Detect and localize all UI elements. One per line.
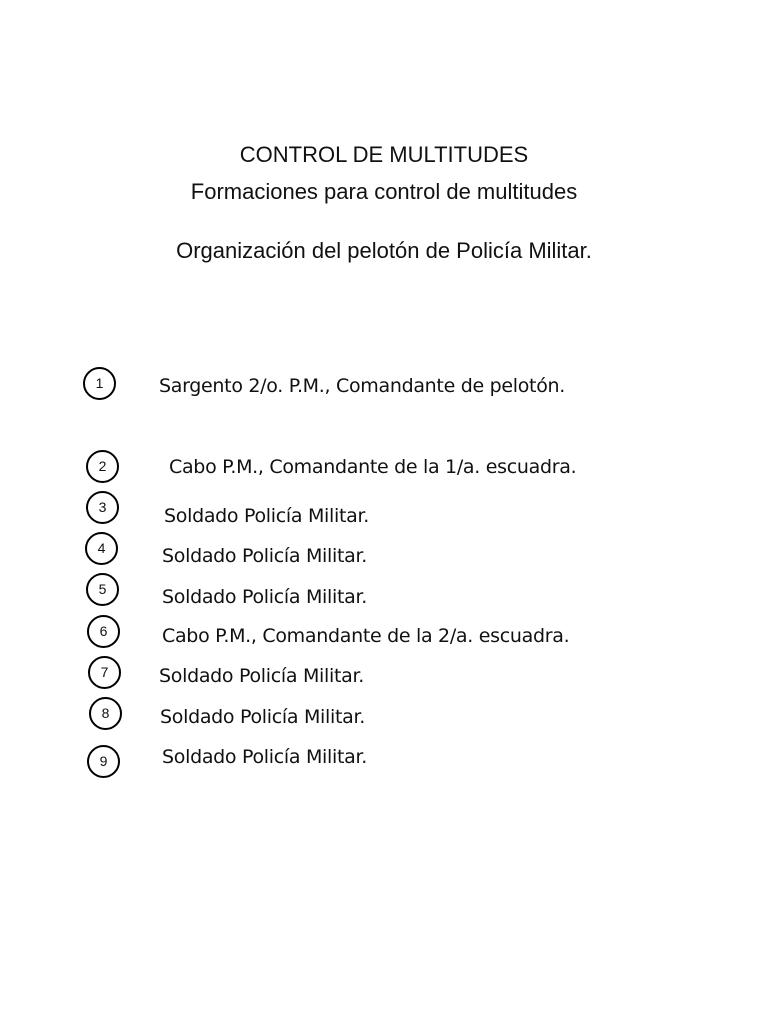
- page-subtitle: Formaciones para control de multitudes: [190, 179, 578, 204]
- member-number-badge: 9: [87, 745, 120, 778]
- member-role: Soldado Policía Militar.: [162, 586, 367, 608]
- page-title: CONTROL DE MULTITUDES: [239, 142, 529, 167]
- member-number-badge: 1: [83, 367, 116, 400]
- member-number-badge: 8: [89, 697, 122, 730]
- member-number-badge: 4: [85, 532, 118, 565]
- member-number-badge: 5: [86, 573, 119, 606]
- member-role: Cabo P.M., Comandante de la 1/a. escuadra.: [169, 456, 577, 478]
- member-role: Soldado Policía Militar.: [164, 505, 369, 527]
- member-role: Soldado Policía Militar.: [159, 665, 364, 687]
- section-heading: Organización del pelotón de Policía Militar.: [176, 238, 592, 263]
- member-number-badge: 3: [86, 491, 119, 524]
- member-role: Soldado Policía Militar.: [162, 545, 367, 567]
- member-number-badge: 7: [88, 656, 121, 689]
- member-role: Cabo P.M., Comandante de la 2/a. escuadra.: [162, 625, 570, 647]
- member-role: Soldado Policía Militar.: [162, 746, 367, 768]
- member-role: Soldado Policía Militar.: [160, 706, 365, 728]
- member-number-badge: 2: [86, 450, 119, 483]
- member-role: Sargento 2/o. P.M., Comandante de pelotón.: [159, 375, 566, 397]
- member-number-badge: 6: [87, 615, 120, 648]
